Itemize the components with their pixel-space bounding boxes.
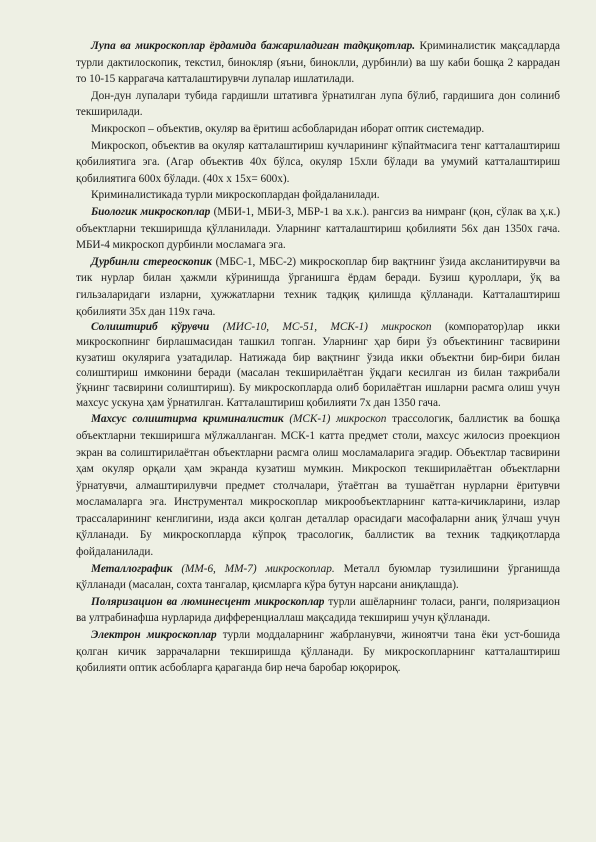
paragraph-text: Криминалистик мақсадларда турли дактилоскопик, текстил, бинокляр (яъни, биноклли, дурбинли) ва шу каби бошқа 2 каррадан то 10-15 каррагача катталаштирувчи лупалар ишлатилади.: [76, 40, 561, 86]
paragraph-text: (МБИ-1, МБИ-3, МБР-1 ва х.к.). рангсиз ва нимранг (қон, сўлак ва ҳ.к.) объектларни текширишда қўлланилади. Уларнинг катталаштириш қобилияти 56х дан 1350х гача. МБИ-4 микроскоп дурбинли мосламага эга.: [76, 205, 560, 252]
paragraph-text: Металл буюмлар тузилишини ўрганишда қўлланади (масалан, сохта тангалар, қисмларга кўра бутун нарсани аниқлашда).: [76, 562, 560, 592]
subheading-comparison-models: (МИС-10, МС-51, МСК-1) микроскоп: [209, 321, 432, 334]
paragraph-text: трассологик, баллистик ва бошқа объектларни текширишга мўлжалланган. МСК-1 катта предмет столи, махсус жилосиз проекцион экран ва солиштирилаётган объектларни расмга олиш мосламаларига эгадир. Объектлар тасвирини ҳам окуляр орқали ҳам экранда кузатиш мумкин. Микроскоп текширилаётган объектларни ўрнатувчи, алмаштирилувчи предмет столчалари, ўтаётган ва тушаётган нурларни ёритувчи мосламаларга эга. Инструментал микроскоплар микрообъектларнинг катта-кичикларини, излар трассаларининг кенглигини, изда акси қолган деталлар орасидаги масофаларни аниқ ўлчаш учун қўлланади. Бу микроскопларда кўпроқ трасологик, баллистик ва техник тадқиқотларда фойдаланилади.: [76, 413, 560, 559]
paragraph-electron: [76, 627, 560, 677]
paragraph-biological: [76, 204, 560, 254]
paragraph-metallographic: [76, 561, 560, 594]
paragraph-text: турли ашёларнинг толаси, ранги, поляризацион ва ултрабинафша нурларида дифференциаллаш мақсадида текшириш учун қўлланади.: [76, 595, 560, 625]
paragraph-text: Криминалистикада турли микроскоплардан фойдаланилади.: [91, 189, 380, 202]
heading-metallographic: Металлографик: [91, 562, 173, 575]
paragraph-special-comparison: [76, 411, 560, 560]
paragraph-comparison: [76, 320, 560, 411]
paragraph-text: (МБС-1, МБС-2) микроскоплар бир вақтнинг ўзида аксланитирувчи ва тик нурлар билан ҳажмли кўринишда ўрганишга ёрдам беради. Бузиш қуроллари, ўқ ва гильзаларидаги изларни, ҳужжатларни техник тадқиқ қилишда қўлланади. Катталаштириш қобилияти 35х дан 119х гача.: [76, 255, 560, 318]
heading-electron-microscopes: Электрон микроскоплар: [91, 629, 217, 642]
paragraph-microscope-definition: [76, 121, 560, 138]
paragraph-text: Микроскоп, объектив ва окуляр катталаштириш кучларининг кўпайтмасига тенг катталаштириш қобилиятига эга. (Агар объектив 40х бўлса, окуляр 15хли бўлади ва умумий катталаштириш қобилиятига 600х бўлади. (40х х 15х= 600х).: [76, 139, 560, 185]
heading-special-comparison: Махсус солиштирма криминалистик: [91, 413, 284, 426]
paragraph-text: турли моддаларнинг жабрланувчи, жиноятчи тана ёки уст-бошида қолган кичик заррачаларни текширишда қўлланади. Бу микроскопларнинг катталаштириш қобилияти оптик асбобларга қараганда бир неча баробар юқорироқ.: [76, 629, 560, 675]
paragraph-stereoscopic: [76, 254, 560, 320]
heading-stereoscopic: Дурбинли стереоскопик: [91, 255, 212, 268]
subheading-metallographic-models: (ММ-6, ММ-7) микроскоплар.: [172, 562, 335, 575]
paragraph-text: Микроскоп – объектив, окуляр ва ёритиш асбобларидан иборат оптик системадир.: [91, 122, 485, 135]
heading-comparison-microscope: Солиштириб кўрувчи: [91, 321, 210, 334]
paragraph-text: Дон-дун лупалари тубида гардишли штативга ўрнатилган лупа бўлиб, гардишига дон солиниб текширилади.: [76, 89, 560, 119]
paragraph-polarization: [76, 594, 560, 627]
paragraph-forensic-use: [76, 187, 560, 204]
paragraph-magnification-power: [76, 138, 560, 188]
paragraph-grain-magnifier: [76, 88, 560, 121]
heading-magnifiers-microscopes: Лупа ва микроскоплар ёрдамида бажариладиган тадқиқотлар.: [91, 40, 416, 52]
paragraph-text: (компоратор)лар икки микроскопнинг бирлашмасидан ташкил топган. Уларнинг ҳар бири ўз объектининг тасвирини кузатиш окулярига узатадилар. Натижада бир вақтнинг ўзида икки объектни бир-бири билан солиштириш имконини беради (масалан текширилаётган ўқдаги кесилган из билан тажрибали ўқнинг тасвирини солиштириш). Бу микроскопларда олиб борилаётган ишларни расмга олиш учун махсус ускуна ҳам ўрнатилган. Катталаштириш қобилияти 7х дан 1350 гача.: [76, 321, 561, 410]
heading-polarization-luminescent: Поляризацион ва люминесцент микроскоплар: [91, 595, 325, 608]
subheading-special-comparison-model: (МСК-1) микроскоп: [283, 413, 387, 426]
heading-biological-microscopes: Биологик микроскоплар: [91, 205, 211, 218]
paragraph-magnifiers: [76, 38, 560, 88]
